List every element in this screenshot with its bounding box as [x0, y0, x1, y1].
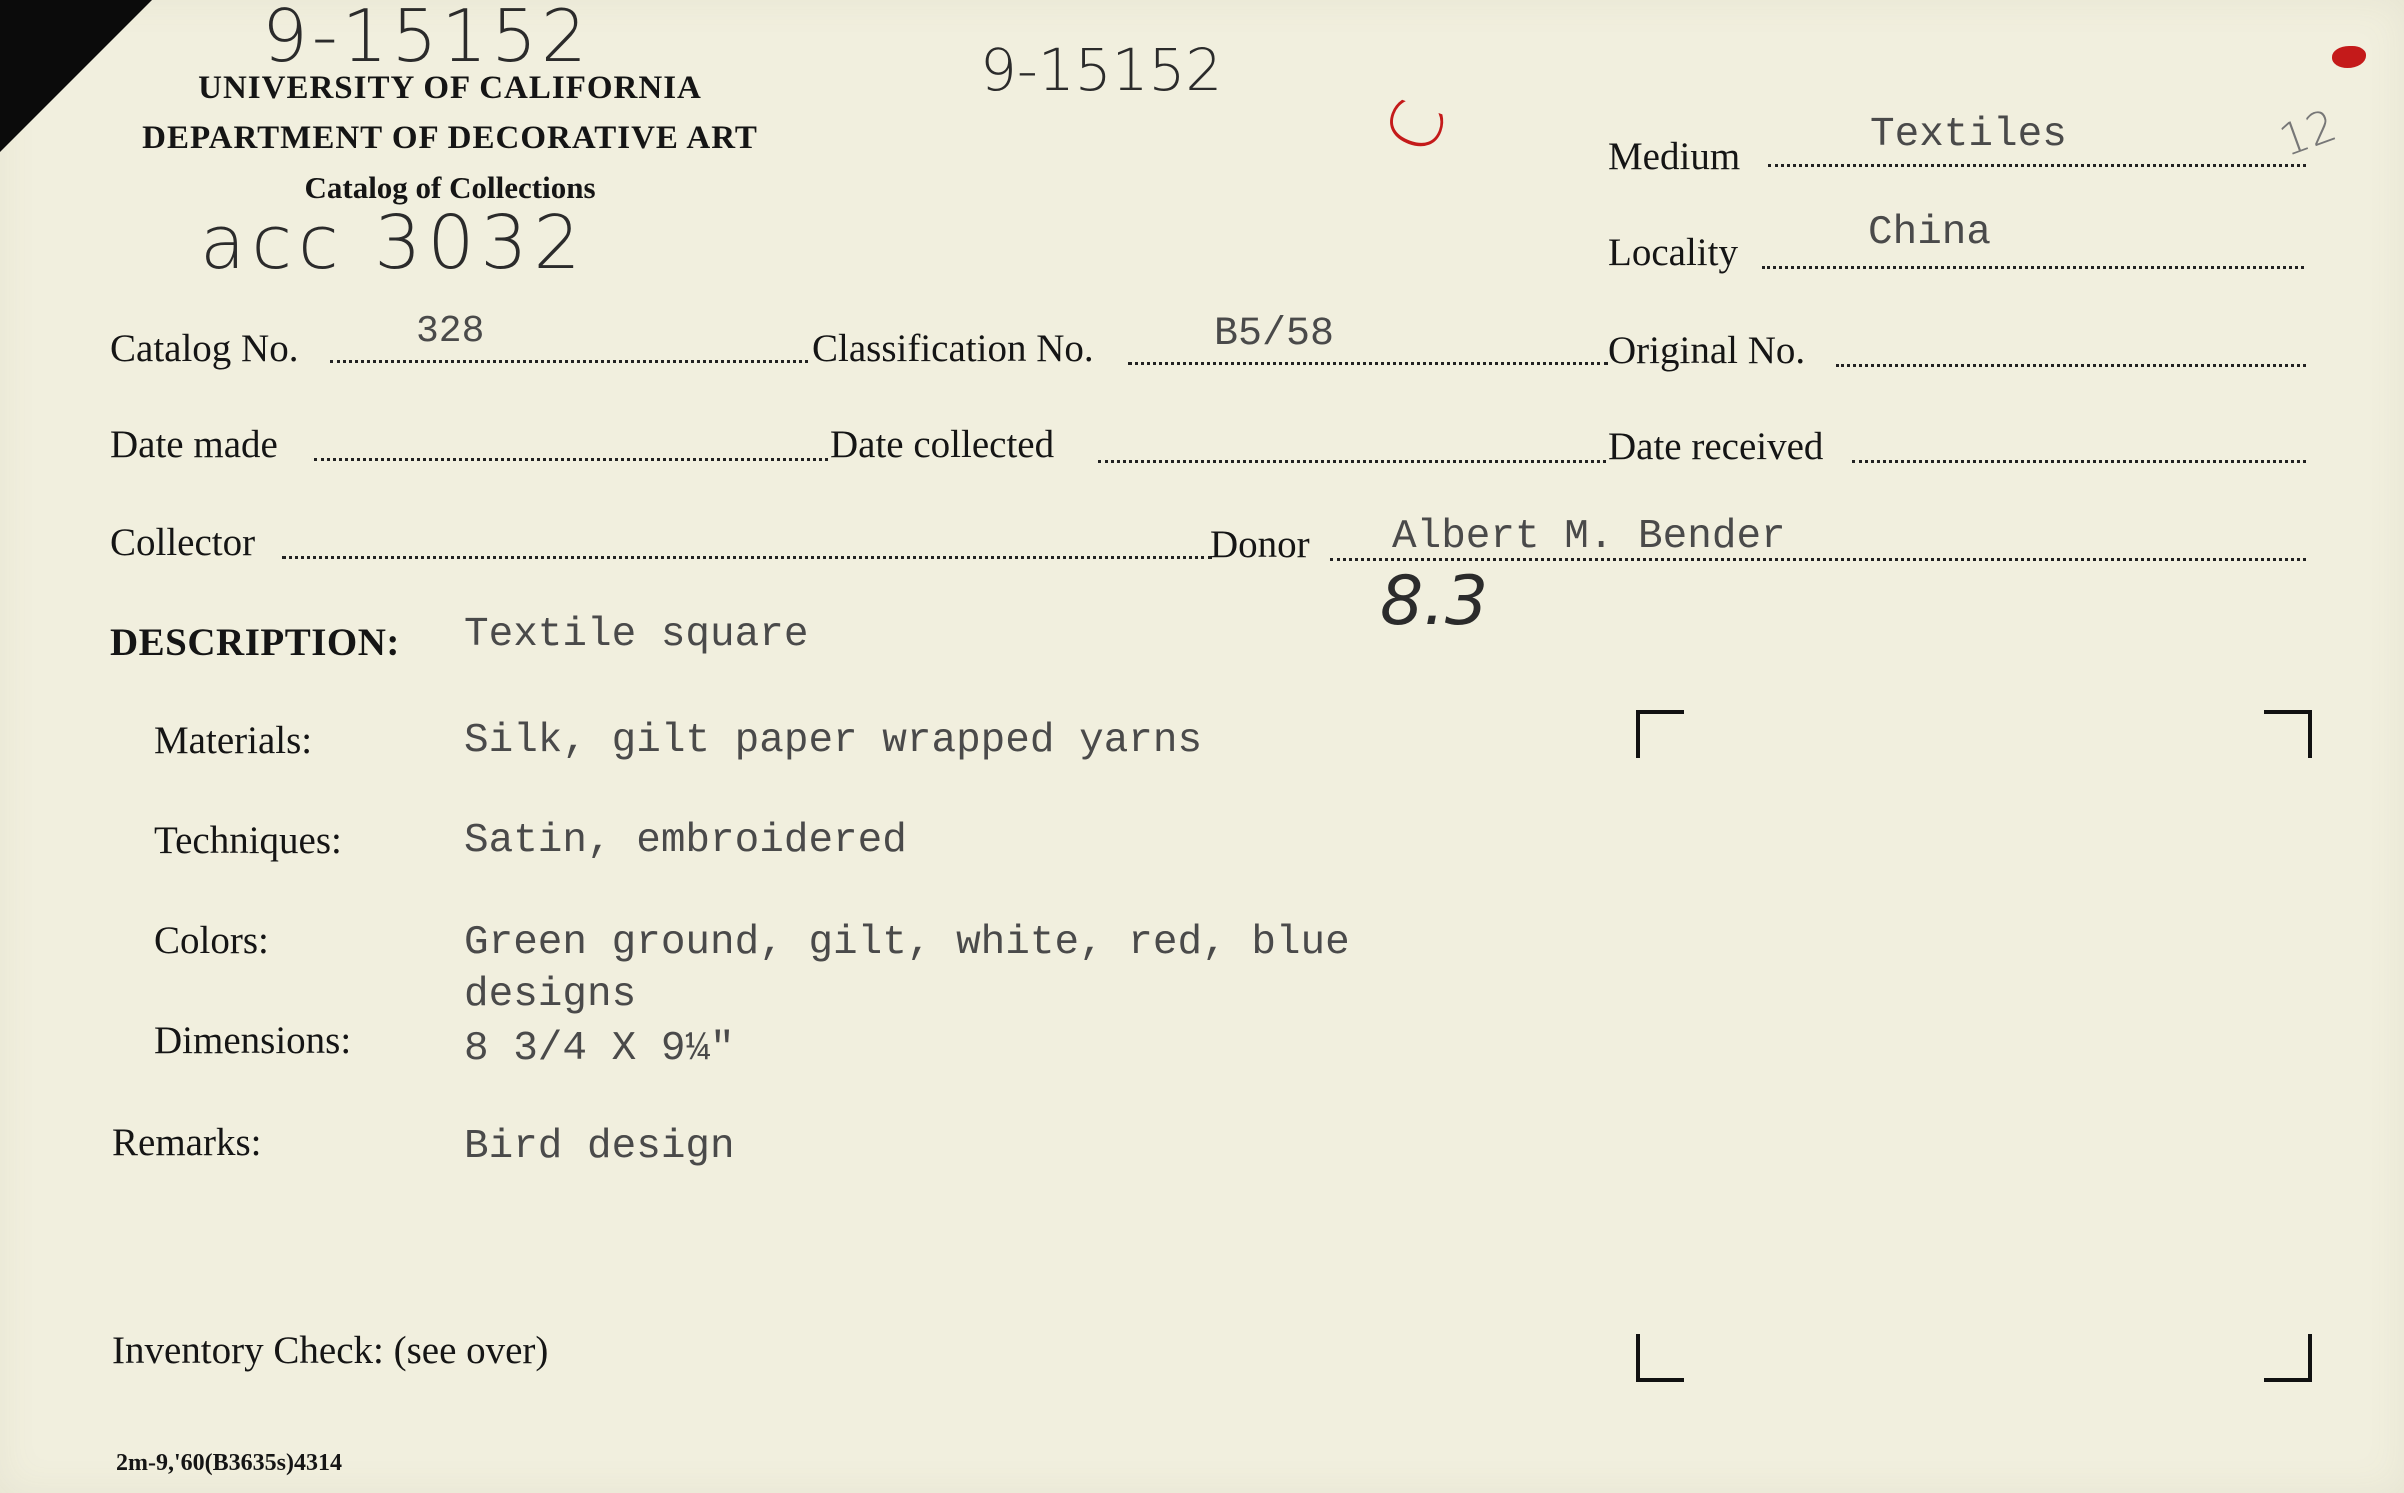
photo-bracket-top-right [2264, 710, 2312, 758]
dimensions-value: 8 3/4 X 9¼" [464, 1026, 735, 1072]
date-received-label: Date received [1608, 425, 1824, 468]
collector-label: Collector [110, 521, 256, 564]
locality-label: Locality [1608, 231, 1738, 274]
colors-value-line1: Green ground, gilt, white, red, blue [464, 920, 1350, 966]
header-department: DEPARTMENT OF DECORATIVE ART [142, 120, 758, 156]
photo-bracket-bottom-left [1636, 1334, 1684, 1382]
techniques-label: Techniques: [154, 819, 342, 862]
donor-label: Donor [1210, 523, 1310, 566]
original-no-line [1836, 364, 2306, 367]
materials-value: Silk, gilt paper wrapped yarns [464, 718, 1203, 764]
locality-value: China [1868, 210, 1992, 256]
handwritten-right-mark: 12 [2272, 99, 2344, 168]
date-collected-label: Date collected [830, 423, 1055, 466]
handwritten-accession: acc 3032 [200, 200, 587, 286]
red-dot-mark [2332, 46, 2366, 68]
remarks-value: Bird design [464, 1124, 735, 1170]
donor-value: Albert M. Bender [1392, 514, 1786, 560]
remarks-label: Remarks: [112, 1121, 262, 1164]
header-catalog: Catalog of Collections [304, 170, 596, 205]
photo-bracket-top-left [1636, 710, 1684, 758]
handwritten-dims-note: 8.3 [1380, 562, 1489, 641]
date-made-label: Date made [110, 423, 278, 466]
handwritten-red-mark: C [1369, 90, 1464, 164]
header-university: UNIVERSITY OF CALIFORNIA [198, 70, 702, 106]
photo-bracket-bottom-right [2264, 1334, 2312, 1382]
handwritten-number-left: 9-15152 [262, 0, 591, 78]
description-label: DESCRIPTION: [110, 621, 400, 664]
colors-label: Colors: [154, 919, 269, 962]
medium-value: Textiles [1870, 112, 2067, 158]
catalog-no-label: Catalog No. [110, 327, 299, 370]
collector-line [282, 556, 1212, 559]
medium-line [1768, 164, 2306, 167]
techniques-value: Satin, embroidered [464, 818, 907, 864]
date-made-line [314, 458, 828, 461]
footer-print-code: 2m-9,'60(B3635s)4314 [116, 1450, 342, 1476]
date-collected-line [1098, 460, 1606, 463]
inventory-check-label: Inventory Check: (see over) [112, 1329, 549, 1372]
catalog-no-line [330, 360, 808, 363]
classification-no-label: Classification No. [812, 327, 1094, 370]
materials-label: Materials: [154, 719, 313, 762]
description-value: Textile square [464, 612, 809, 658]
locality-line [1762, 266, 2304, 269]
handwritten-number-center: 9-15152 [980, 36, 1223, 104]
colors-value-line2: designs [464, 972, 637, 1018]
original-no-label: Original No. [1608, 329, 1806, 372]
medium-label: Medium [1608, 135, 1741, 178]
classification-no-line [1128, 362, 1608, 365]
catalog-no-value: 328 [416, 310, 485, 353]
date-received-line [1852, 460, 2306, 463]
classification-no-value: B5/58 [1214, 312, 1335, 357]
dimensions-label: Dimensions: [154, 1019, 352, 1062]
